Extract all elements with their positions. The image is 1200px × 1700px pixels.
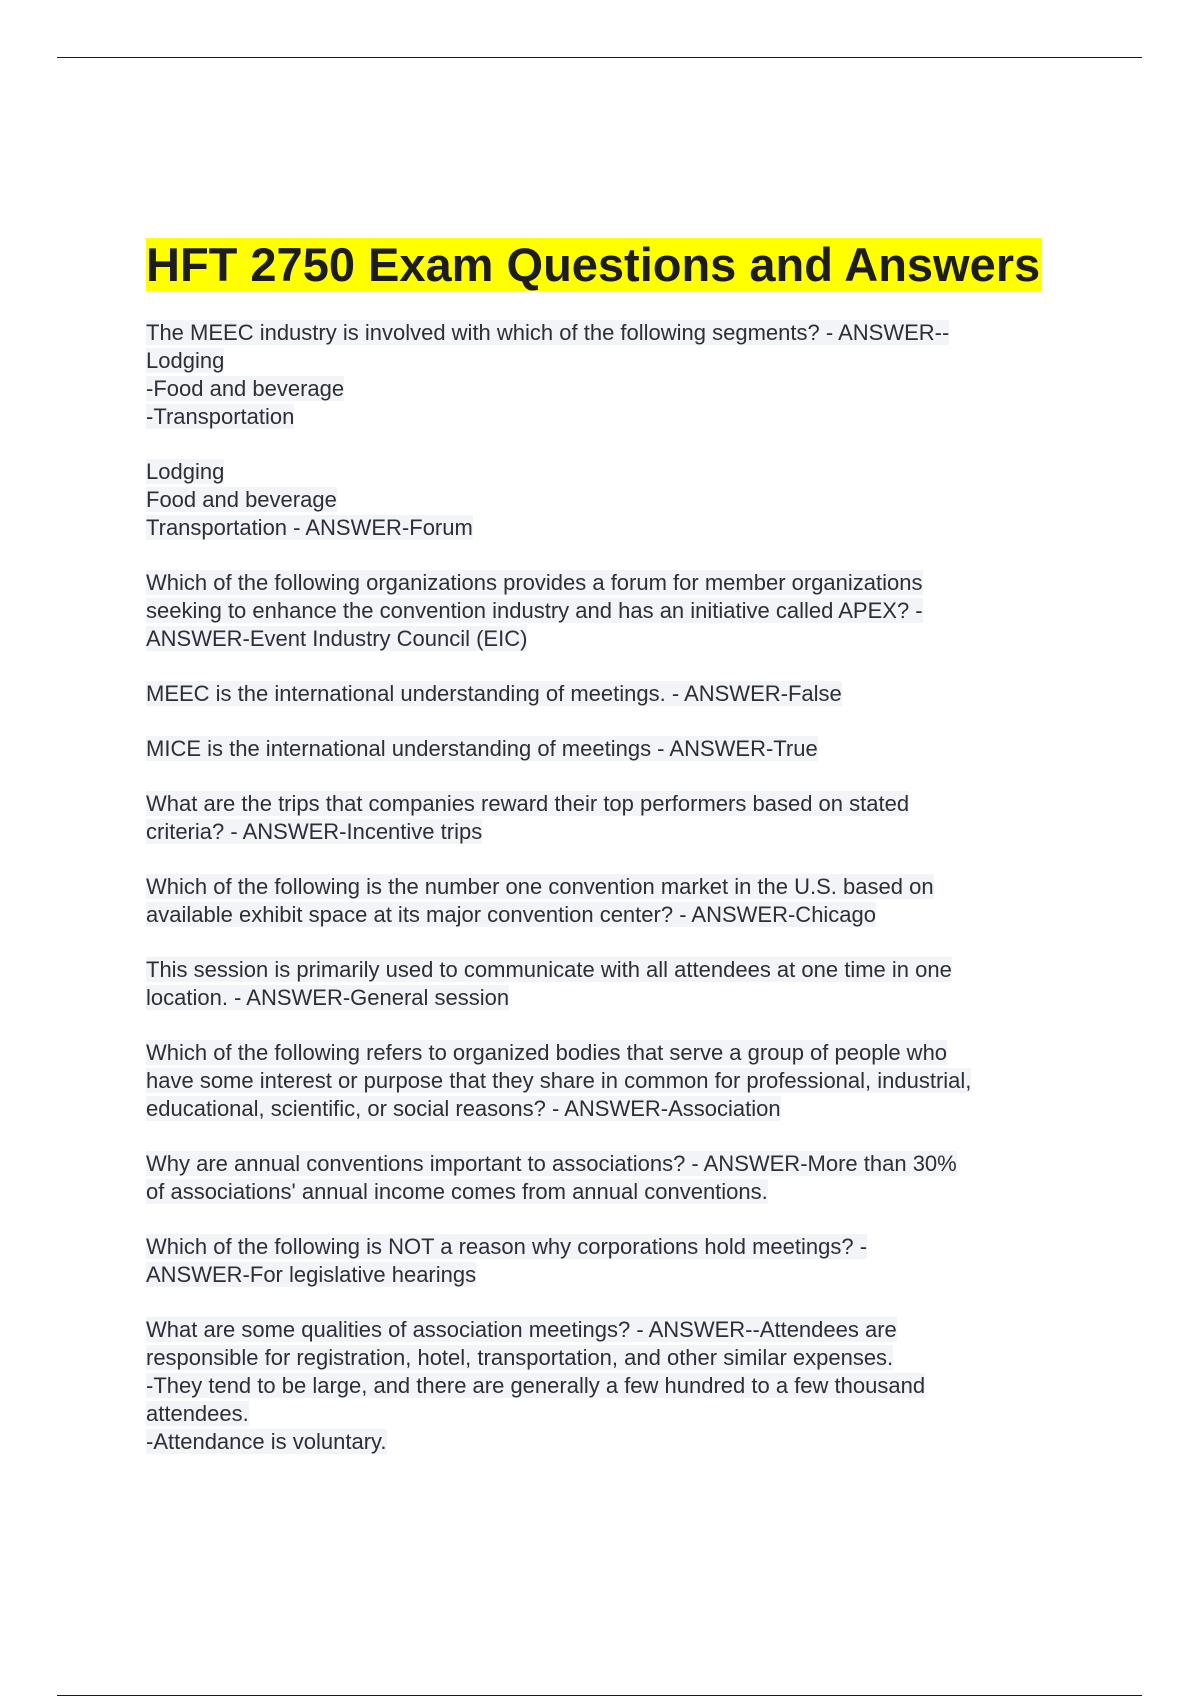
qa-line bbox=[146, 1039, 1076, 1067]
qa-line bbox=[146, 680, 1076, 708]
qa-line-text: ANSWER-Event Industry Council (EIC) bbox=[146, 626, 528, 651]
qa-entry bbox=[146, 1150, 1076, 1206]
qa-line bbox=[146, 319, 1076, 347]
qa-line bbox=[146, 901, 1076, 929]
qa-line-text: available exhibit space at its major convention center? - ANSWER-Chicago bbox=[146, 902, 877, 927]
qa-line bbox=[146, 1344, 1076, 1372]
qa-entry bbox=[146, 735, 1076, 763]
qa-line bbox=[146, 569, 1076, 597]
qa-entry bbox=[146, 873, 1076, 929]
qa-entry bbox=[146, 458, 1076, 542]
qa-line bbox=[146, 1233, 1076, 1261]
qa-line bbox=[146, 818, 1076, 846]
qa-line-text: The MEEC industry is involved with which of the following segments? - ANSWER-- bbox=[146, 320, 950, 345]
qa-line bbox=[146, 1261, 1076, 1289]
qa-line bbox=[146, 956, 1076, 984]
qa-line bbox=[146, 1178, 1076, 1206]
qa-entry bbox=[146, 319, 1076, 431]
qa-line bbox=[146, 790, 1076, 818]
qa-line-text: of associations' annual income comes from annual conventions. bbox=[146, 1179, 768, 1204]
qa-entry bbox=[146, 956, 1076, 1012]
qa-line-text: -Food and beverage bbox=[146, 376, 345, 401]
qa-line bbox=[146, 1372, 1076, 1400]
qa-line bbox=[146, 1400, 1076, 1428]
qa-line-text: have some interest or purpose that they share in common for professional, industrial, bbox=[146, 1068, 972, 1093]
qa-line bbox=[146, 375, 1076, 403]
qa-line bbox=[146, 458, 1076, 486]
qa-line-text: Lodging bbox=[146, 459, 225, 484]
qa-line-text: Which of the following is the number one convention market in the U.S. based on bbox=[146, 874, 934, 899]
qa-line bbox=[146, 1428, 1076, 1456]
qa-line bbox=[146, 597, 1076, 625]
qa-line-text: Lodging bbox=[146, 348, 225, 373]
qa-line bbox=[146, 735, 1076, 763]
qa-line bbox=[146, 1095, 1076, 1123]
qa-entry bbox=[146, 1039, 1076, 1123]
document-title: HFT 2750 Exam Questions and Answers bbox=[146, 238, 1041, 291]
qa-entry bbox=[146, 1233, 1076, 1289]
qa-line-text: educational, scientific, or social reasons? - ANSWER-Association bbox=[146, 1096, 781, 1121]
qa-line bbox=[146, 625, 1076, 653]
qa-line-text: MICE is the international understanding of meetings - ANSWER-True bbox=[146, 736, 818, 761]
qa-line-text: -They tend to be large, and there are generally a few hundred to a few thousand bbox=[146, 1373, 926, 1398]
qa-line-text: Which of the following organizations provides a forum for member organizations bbox=[146, 570, 923, 595]
qa-line bbox=[146, 347, 1076, 375]
qa-line bbox=[146, 1150, 1076, 1178]
qa-entry bbox=[146, 680, 1076, 708]
qa-line-text: Which of the following refers to organized bodies that serve a group of people who bbox=[146, 1040, 948, 1065]
qa-line-text: MEEC is the international understanding of meetings. - ANSWER-False bbox=[146, 681, 842, 706]
qa-entry bbox=[146, 569, 1076, 653]
qa-line-text: What are the trips that companies reward their top performers based on stated bbox=[146, 791, 910, 816]
top-rule bbox=[57, 57, 1142, 58]
qa-line-text: criteria? - ANSWER-Incentive trips bbox=[146, 819, 483, 844]
document-body bbox=[146, 236, 1076, 1483]
qa-line-text: location. - ANSWER-General session bbox=[146, 985, 510, 1010]
qa-list bbox=[146, 319, 1076, 1456]
qa-line bbox=[146, 514, 1076, 542]
qa-line-text: ANSWER-For legislative hearings bbox=[146, 1262, 477, 1287]
qa-line bbox=[146, 486, 1076, 514]
qa-line bbox=[146, 403, 1076, 431]
qa-line-text: Which of the following is NOT a reason why corporations hold meetings? - bbox=[146, 1234, 868, 1259]
qa-line-text: Food and beverage bbox=[146, 487, 337, 512]
qa-entry bbox=[146, 790, 1076, 846]
qa-line-text: Transportation - ANSWER-Forum bbox=[146, 515, 473, 540]
qa-line-text: attendees. bbox=[146, 1401, 249, 1426]
qa-line bbox=[146, 1316, 1076, 1344]
qa-line-text: responsible for registration, hotel, transportation, and other similar expenses. bbox=[146, 1345, 894, 1370]
qa-entry bbox=[146, 1316, 1076, 1456]
qa-line-text: Why are annual conventions important to associations? - ANSWER-More than 30% bbox=[146, 1151, 957, 1176]
qa-line-text: -Transportation bbox=[146, 404, 295, 429]
qa-line-text: This session is primarily used to communicate with all attendees at one time in one bbox=[146, 957, 952, 982]
bottom-rule bbox=[57, 1695, 1142, 1696]
qa-line-text: -Attendance is voluntary. bbox=[146, 1429, 387, 1454]
qa-line bbox=[146, 984, 1076, 1012]
qa-line bbox=[146, 1067, 1076, 1095]
qa-line bbox=[146, 873, 1076, 901]
qa-line-text: seeking to enhance the convention industry and has an initiative called APEX? - bbox=[146, 598, 923, 623]
qa-line-text: What are some qualities of association meetings? - ANSWER--Attendees are bbox=[146, 1317, 897, 1342]
